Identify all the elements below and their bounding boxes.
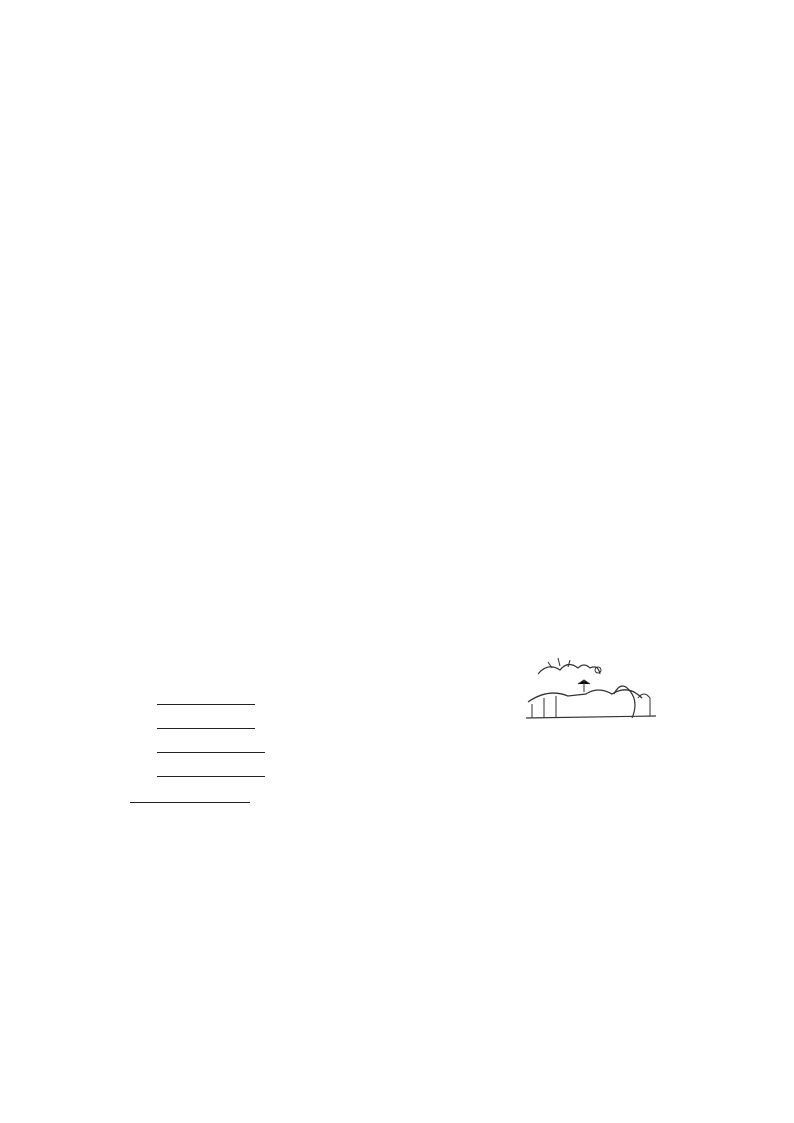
answer-blank[interactable] (157, 690, 255, 705)
answer-blank[interactable] (157, 738, 265, 753)
poem-illustration (518, 654, 668, 724)
question-5-2 (130, 788, 675, 809)
recite-line-4 (157, 762, 265, 783)
recite-line-2 (157, 714, 255, 735)
answer-blank[interactable] (157, 762, 265, 777)
answer-blank[interactable] (130, 788, 250, 803)
recite-line-3 (157, 738, 265, 759)
recite-line-1 (157, 690, 255, 711)
answer-blank[interactable] (157, 714, 255, 729)
